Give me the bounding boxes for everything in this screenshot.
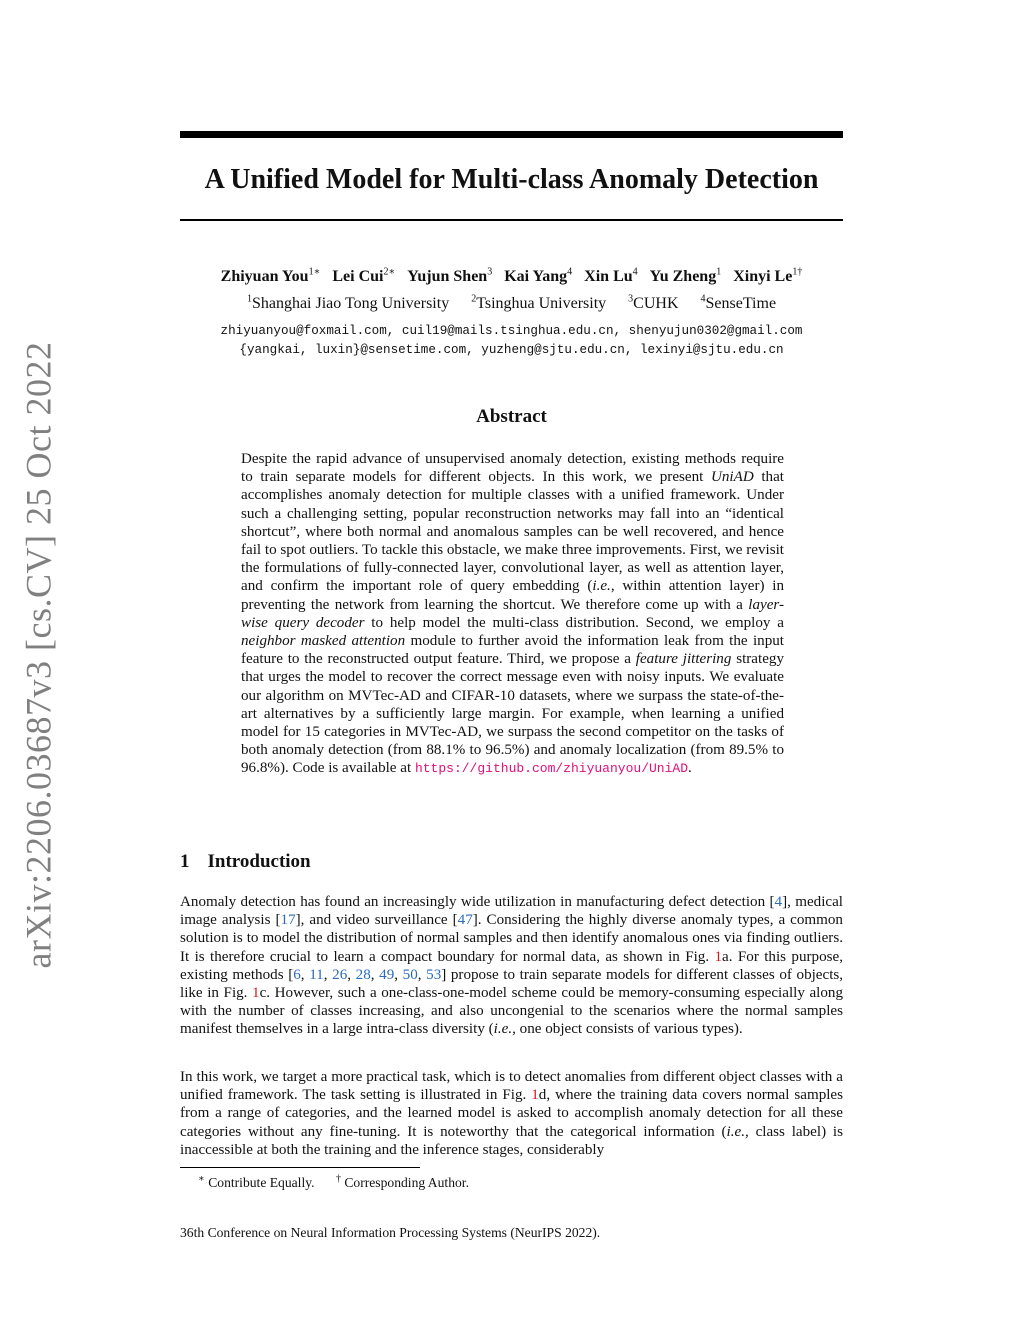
code-link[interactable]: https://github.com/zhiyuanyou/UniAD [414,761,688,777]
figure-ref-link[interactable]: 1 [714,948,723,965]
citation-link[interactable]: 11 [309,966,324,983]
citation-link[interactable]: 50 [402,966,418,983]
title-rule-top [180,131,843,138]
section-heading: 1 Introduction [180,851,311,872]
author-emails [180,322,843,360]
affiliation: $^1$Shanghai Jiao Tong University [246,293,450,312]
title-rule-bottom [180,219,843,221]
intro-paragraph: Anomaly detection has found an increasingly wide utilization in manufacturing defect detection [4], medical image analysis [17], and video surveillance [47]. Considering the highly diverse anomaly types, a common solution is to model the distribution of normal samples and then identify anomalous ones via finding outliers. It is therefore crucial to learn a compact boundary for normal data, as shown in Fig. 1a. For this purpose, existing methods [6, 11, 26, 28, 49, 50, 53] propose to train separate models for different classes of objects, like in Fig. 1c. However, such a one-class-one-model scheme could be memory-consuming especially along with the number of classes increasing, and also uncongenial to the scenarios where the normal samples manifest themselves in a large intra-class diversity (i.e., one object consists of various types). [180,894,844,1038]
email-line: {yangkai, luxin}@sensetime.com, yuzheng@sjtu.edu.cn, lexinyi@sjtu.edu.cn [239,343,784,357]
arxiv-stamp-text: arXiv:2206.03687v3 [cs.CV] 25 Oct 2022 [18,341,59,969]
figure-ref-link[interactable]: 1 [252,985,260,1002]
author: Xinyi $Le^{1\dagger}$ [733,266,803,285]
citation-link[interactable]: 6 [293,966,301,983]
footnote: † Corresponding Author. [335,1173,469,1190]
affiliation: $^2$Tsinghua University [471,293,607,312]
affiliation-list [180,293,843,315]
conference-note: 36th Conference on Neural Information Processing Systems (NeurIPS 2022). [180,1225,601,1240]
paper-title: A Unified Model for Multi-class Anomaly Detection [204,164,819,195]
citation-link[interactable]: 49 [379,966,395,983]
author-list [180,266,843,288]
arxiv-stamp [8,341,68,969]
abstract-heading: Abstract [476,406,547,427]
author: Yu Zheng$^1$ [649,266,722,285]
citation-link[interactable]: 28 [355,966,371,983]
footnote: ∗ Contribute Equally. [198,1173,315,1190]
author: Lei Cui$^{2∗}$ [332,266,396,285]
citation-link[interactable]: 17 [280,912,296,929]
citation-link[interactable]: 53 [426,966,442,983]
affiliation: $^4$SenseTime [700,293,777,312]
email-line: zhiyuanyou@foxmail.com, cuil19@mails.tsinghua.edu.cn, shenyujun0302@gmail.com [220,324,803,338]
footnote-rule [180,1167,420,1168]
footnotes [198,1174,487,1192]
affiliation: $^3$CUHK [628,293,679,312]
figure-ref-link[interactable]: 1 [531,1087,539,1104]
intro-paragraph: In this work, we target a more practical task, which is to detect anomalies from different object classes with a unified framework. The task setting is illustrated in Fig. 1d, where the training data covers normal samples from a range of categories, and the learned model is asked to accomplish anomaly detection for all these categories without any fine-tuning. It is noteworthy that the categorical information (i.e., class label) is inaccessible at both the training and the inference stages, considerably [180,1069,844,1158]
citation-link[interactable]: 26 [332,966,348,983]
author: Zhiyuan You$^{1∗}$ [220,266,321,285]
author: Yujun Shen$^3$ [407,266,493,285]
citation-link[interactable]: 47 [457,912,473,929]
abstract-body: Despite the rapid advance of unsupervised anomaly detection, existing methods require to train separate models for different objects. In this work, we present UniAD that accomplishes anomaly detection for multiple classes with a unified framework. Under such a challenging setting, popular reconstruction networks may fall into an “identical shortcut”, where both normal and anomalous samples can be well recovered, and hence fail to spot outliers. To tackle this obstacle, we make three improvements. First, we revisit the formulations of fully-connected layer, convolutional layer, as well as attention layer, and confirm the important role of query embedding (i.e., within attention layer) in preventing the network from learning the shortcut. We therefore come up with a layer-wise query decoder to help model the multi-class distribution. Second, we employ a neighbor masked attention module to further avoid the information leak from the input feature to the reconstructed output feature. Third, we propose a feature jittering strategy that urges the model to recover the correct message even with noisy inputs. We evaluate our algorithm on MVTec-AD and CIFAR-10 datasets, where we surpass the state-of-the-art alternatives by a sufficiently large margin. For example, when learning a unified model for 15 categories in MVTec-AD, we surpass the second competitor on the tasks of both anomaly detection (from 88.1% to 96.5%) and anomaly localization (from 89.5% to 96.8%). Code is available at https://github.com/zhiyuanyou/UniAD. [241,451,785,777]
citation-link[interactable]: 4 [774,894,783,910]
author: Kai Yang$^4$ [504,266,573,285]
author: Xin Lu$^4$ [584,266,638,285]
